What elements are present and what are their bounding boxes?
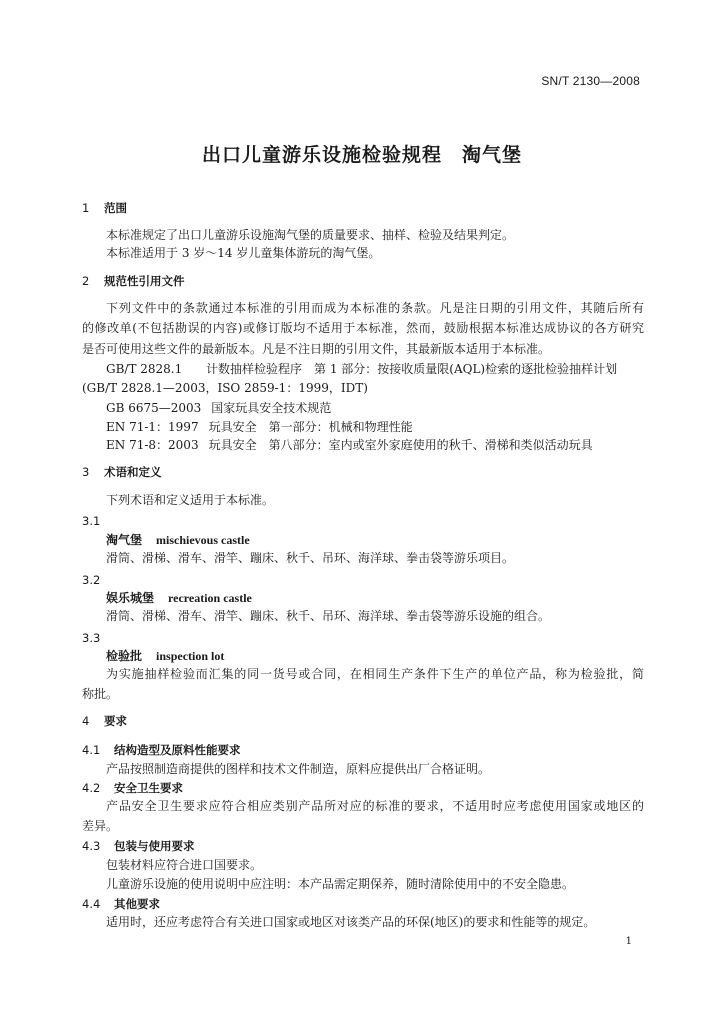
term-definition: 滑筒、滑梯、滑车、滑竿、蹦床、秋千、吊环、海洋球、拳击袋等游乐设施的组合。 xyxy=(106,609,551,623)
reference-title: 玩具安全 第一部分：机械和物理性能 xyxy=(208,420,413,434)
reference-item xyxy=(106,419,668,435)
subsection-title: 结构造型及原料性能要求 xyxy=(114,743,241,757)
paragraph-line: 是否可使用这些文件的最新版本。凡是不注日期的引用文件，其最新版本适用于本标准。 xyxy=(82,342,551,356)
section-number: 3 xyxy=(82,465,90,479)
section-title: 范围 xyxy=(104,201,127,215)
section-number: 1 xyxy=(82,201,90,215)
page-number: 1 xyxy=(625,936,632,947)
term-definition: 滑筒、滑梯、滑车、滑竿、蹦床、秋千、吊环、海洋球、拳击袋等游乐项目。 xyxy=(106,551,515,565)
section-2-heading xyxy=(82,273,644,289)
term-english: inspection lot xyxy=(156,649,225,663)
subsection-number: 4.3 xyxy=(82,839,101,853)
paragraph: 本标准规定了出口儿童游乐设施淘气堡的质量要求、抽样、检验及结果判定。 xyxy=(106,228,515,242)
section-title: 术语和定义 xyxy=(104,465,162,479)
reference-code: EN 71-8：2003 xyxy=(106,438,199,452)
reference-item xyxy=(106,437,668,453)
section-4-heading xyxy=(82,713,644,729)
subsection-4-4-heading xyxy=(82,896,644,912)
section-1-heading xyxy=(82,200,644,216)
subsection-4-1-heading xyxy=(82,742,644,758)
term-chinese: 检验批 xyxy=(106,649,143,663)
term-chinese: 娱乐城堡 xyxy=(106,591,155,605)
clause-number: 3.2 xyxy=(82,573,101,587)
section-title: 规范性引用文件 xyxy=(104,274,185,288)
subsection-title: 其他要求 xyxy=(114,897,160,911)
reference-title: 玩具安全 第八部分：室内或室外家庭使用的秋千、滑梯和类似活动玩具 xyxy=(208,438,593,452)
paragraph-line: 的修改单(不包括勘误的内容)或修订版均不适用于本标准，然而，鼓励根据本标准达成协议的各方研究 xyxy=(82,321,644,335)
reference-code: GB/T 2828.1 xyxy=(106,362,183,376)
clause-number: 3.1 xyxy=(82,514,101,528)
paragraph-line: 差异。 xyxy=(82,819,119,833)
paragraph: 儿童游乐设施的使用说明中应注明：本产品需定期保养，随时清除使用中的不安全隐患。 xyxy=(106,877,575,891)
reference-code: GB 6675—2003 xyxy=(106,401,202,415)
term-entry xyxy=(106,648,668,664)
paragraph: 下列术语和定义适用于本标准。 xyxy=(106,493,275,507)
term-definition-line: 称批。 xyxy=(82,687,119,701)
term-entry xyxy=(106,532,668,548)
clause-number: 3.3 xyxy=(82,631,101,645)
subsection-title: 安全卫生要求 xyxy=(114,781,183,795)
term-entry xyxy=(106,590,668,606)
term-english: recreation castle xyxy=(168,591,252,605)
subsection-number: 4.4 xyxy=(82,897,101,911)
reference-item xyxy=(106,361,668,377)
section-number: 2 xyxy=(82,274,90,288)
subsection-number: 4.2 xyxy=(82,781,101,795)
paragraph-line: 产品安全卫生要求应符合相应类别产品所对应的标准的要求，不适用时应考虑使用国家或地区的 xyxy=(106,799,644,813)
subsection-title: 包装与使用要求 xyxy=(114,839,195,853)
paragraph: 本标准适用于 3 岁～14 岁儿童集体游玩的淘气堡。 xyxy=(106,246,381,260)
reference-continuation: (GB/T 2828.1—2003，ISO 2859-1：1999，IDT) xyxy=(82,381,368,395)
document-title: 出口儿童游乐设施检验规程 淘气堡 xyxy=(201,144,522,166)
term-chinese: 淘气堡 xyxy=(106,533,143,547)
reference-code: EN 71-1：1997 xyxy=(106,420,199,434)
subsection-4-3-heading xyxy=(82,838,644,854)
subsection-4-2-heading xyxy=(82,780,644,796)
standard-number: SN/T 2130—2008 xyxy=(541,74,640,88)
paragraph: 包装材料应符合进口国要求。 xyxy=(106,858,263,872)
reference-title: 国家玩具安全技术规范 xyxy=(211,401,332,415)
reference-title: 计数抽样检验程序 第 1 部分：按接收质量限(AQL)检索的逐批检验抽样计划 xyxy=(206,362,618,376)
section-3-heading xyxy=(82,464,644,480)
paragraph: 产品按照制造商提供的图样和技术文件制造，原料应提供出厂合格证明。 xyxy=(106,762,491,776)
section-title: 要求 xyxy=(104,714,127,728)
paragraph: 适用时，还应考虑符合有关进口国家或地区对该类产品的环保(地区)的要求和性能等的规定。 xyxy=(106,915,596,929)
term-definition-line: 为实施抽样检验而汇集的同一货号或合同，在相同生产条件下生产的单位产品，称为检验批，简 xyxy=(106,667,644,681)
paragraph-line: 下列文件中的条款通过本标准的引用而成为本标准的条款。凡是注日期的引用文件，其随后所有 xyxy=(106,301,644,315)
subsection-number: 4.1 xyxy=(82,743,101,757)
section-number: 4 xyxy=(82,714,90,728)
reference-item xyxy=(106,400,668,416)
term-english: mischievous castle xyxy=(156,533,250,547)
